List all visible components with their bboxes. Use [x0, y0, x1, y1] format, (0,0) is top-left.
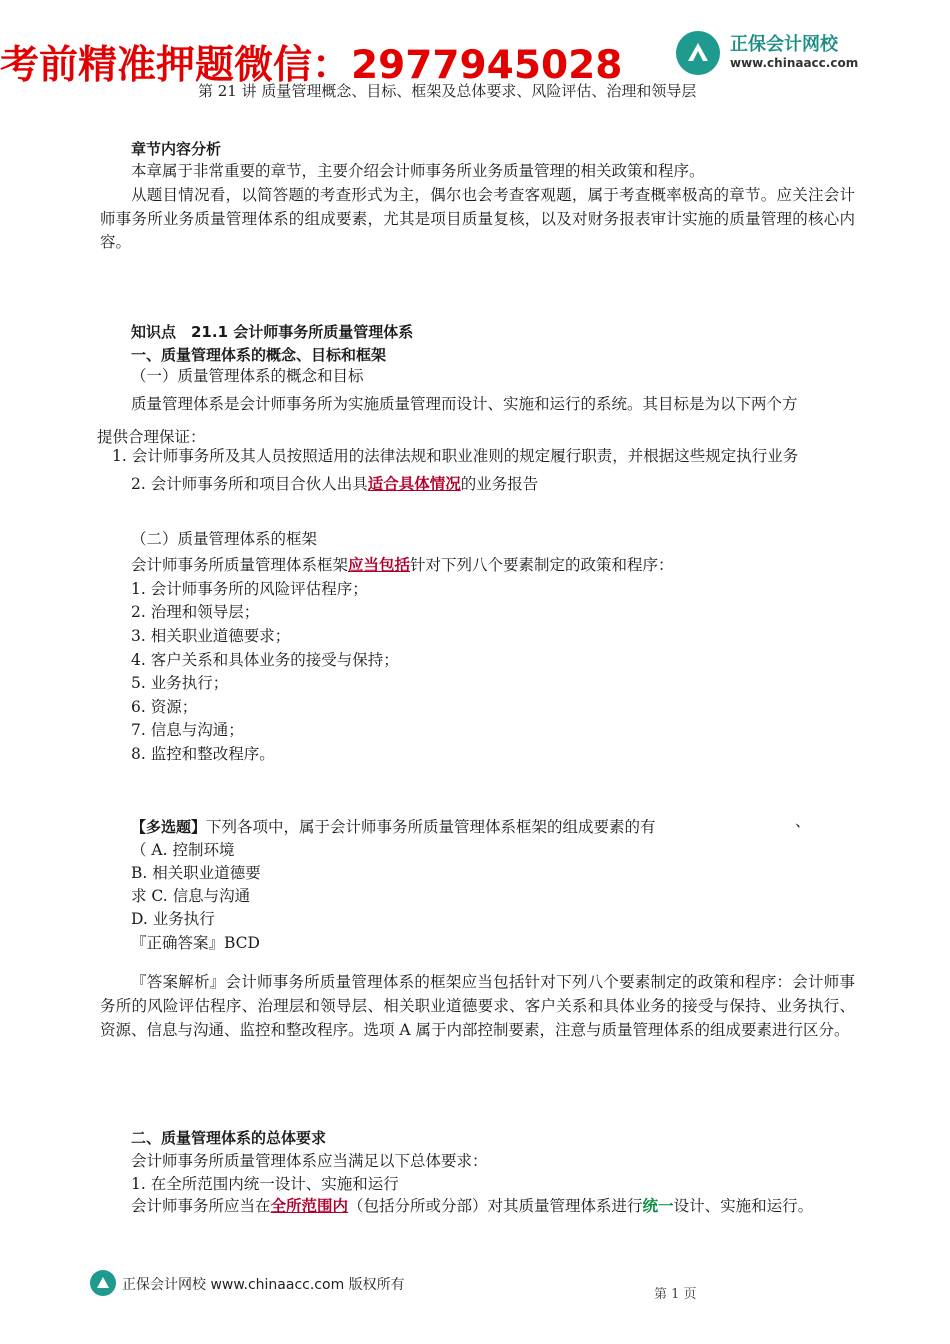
- footer-logo-icon: [90, 1270, 116, 1296]
- chapter-analysis-heading: 章节内容分析: [131, 140, 222, 158]
- question-answer: 『正确答案』BCD: [131, 934, 260, 952]
- sub2-heading: （二）质量管理体系的框架: [131, 530, 318, 548]
- logo-mark-icon: [676, 31, 720, 75]
- framework-item-7: 7. 信息与沟通；: [131, 721, 244, 739]
- framework-item-1: 1. 会计师事务所的风险评估程序；: [131, 580, 368, 598]
- header-cutline: 第 21 讲 质量管理概念、目标、框架及总体要求、风险评估、治理和领导层: [198, 82, 697, 100]
- section2-item-1: 1. 在全所范围内统一设计、实施和运行: [131, 1175, 399, 1193]
- section2-paragraph: 会计师事务所应当在全所范围内（包括分所或分部）对其质量管理体系进行统一设计、实施和运行。: [131, 1196, 814, 1215]
- footer-text: 正保会计网校 www.chinaacc.com 版权所有: [122, 1277, 405, 1293]
- question-tick: 、: [795, 812, 811, 830]
- framework-item-2: 2. 治理和领导层；: [131, 603, 260, 621]
- question-stem: 【多选题】下列各项中，属于会计师事务所质量管理体系框架的组成要素的有: [131, 818, 656, 836]
- framework-item-3: 3. 相关职业道德要求；: [131, 627, 291, 645]
- question-option-b: B. 相关职业道德要: [131, 864, 261, 882]
- framework-item-4: 4. 客户关系和具体业务的接受与保持；: [131, 651, 399, 669]
- question-option-c: 求 C. 信息与沟通: [131, 887, 251, 905]
- framework-item-5: 5. 业务执行；: [131, 674, 229, 692]
- question-option-d: D. 业务执行: [131, 910, 215, 928]
- logo: [676, 26, 866, 78]
- section1-heading: 一、质量管理体系的概念、目标和框架: [131, 346, 387, 364]
- goal-item-2-fragment: 2. 会计师事务所和项目合伙人出具适合具体情况的业务报告: [131, 474, 539, 493]
- question-analysis: 『答案解析』会计师事务所质量管理体系的框架应当包括针对下列八个要素制定的政策和程序：会计师事务所的风险评估程序、治理层和领导层、相关职业道德要求、客户关系和具体业务的接受与保持、业务执行、资源、信息与沟通、监控和整改程序。选项 A 属于内部控制要素，注意与质量管理体系的组成要素进行区分。: [100, 973, 855, 1039]
- section2-heading: 二、质量管理体系的总体要求: [131, 1129, 327, 1147]
- chapter-analysis-p1: 本章属于非常重要的章节，主要介绍会计师事务所业务质量管理的相关政策和程序。: [131, 162, 705, 180]
- sub1-heading: （一）质量管理体系的概念和目标: [131, 367, 364, 385]
- goal-item-1-fragment: 1. 会计师事务所及其人员按照适用的法律法规和职业准则的规定履行职责，并根据这些规定执行业务: [112, 447, 799, 465]
- promo-banner: 考前精准押题微信：2977945028: [0, 43, 623, 88]
- knowledge-title: 知识点 21.1 会计师事务所质量管理体系: [131, 323, 414, 341]
- logo-url: www.chinaacc.com: [730, 56, 859, 70]
- question-option-a: （ A. 控制环境: [131, 841, 235, 859]
- footer: [90, 1270, 490, 1298]
- section2-intro: 会计师事务所质量管理体系应当满足以下总体要求：: [131, 1152, 488, 1170]
- question-tag: 【多选题】: [131, 818, 207, 836]
- logo-name: 正保会计网校: [730, 34, 838, 55]
- framework-item-8: 8. 监控和整改程序。: [131, 745, 275, 763]
- framework-intro: 会计师事务所质量管理体系框架应当包括针对下列八个要素制定的政策和程序：: [131, 555, 674, 574]
- chapter-analysis-p2: 从题目情况看，以简答题的考查形式为主，偶尔也会考查客观题，属于考查概率极高的章节。应关注会计师事务所业务质量管理体系的组成要素，尤其是项目质量复核，以及对财务报表审计实施的质量管理的核心内容。: [100, 186, 855, 251]
- sub1-para-fragment: 质量管理体系是会计师事务所为实施质量管理而设计、实施和运行的系统。其目标是为以下两个方: [131, 395, 798, 413]
- assurance-text: 提供合理保证：: [97, 428, 206, 446]
- framework-item-6: 6. 资源；: [131, 698, 198, 716]
- page-number-fragment: 第 1 页: [654, 1287, 697, 1302]
